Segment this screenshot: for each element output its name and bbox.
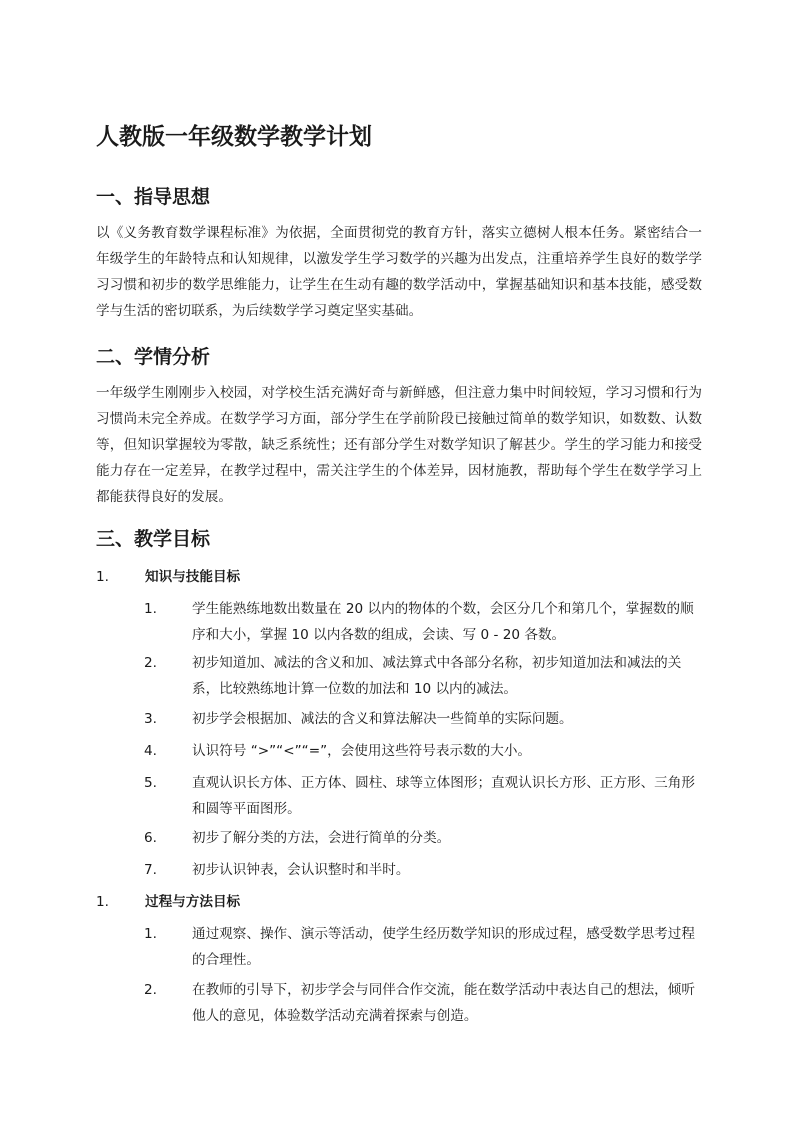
list-number: 6.: [144, 830, 157, 846]
list-number: 2.: [144, 655, 157, 671]
list-item-text: 通过观察、操作、演示等活动，使学生经历数学知识的形成过程，感受数学思考过程的合理性。: [192, 926, 695, 968]
section-heading-student-analysis: 二、学情分析: [96, 346, 211, 368]
list-number: 1.: [96, 894, 109, 910]
section-paragraph-guiding-ideology: 以《义务教育数学课程标准》为依据，全面贯彻党的教育方针，落实立德树人根本任务。紧密结合一年级学生的年龄特点和认知规律，以激发学生学习数学的兴趣为出发点，注重培养学生良好的数学学习习惯和初步的数学思维能力，让学生在生动有趣的数学活动中，掌握基础知识和基本技能，感受数学与生活的密切联系，为后续数学学习奠定坚实基础。: [96, 225, 702, 319]
list-item-text: 初步了解分类的方法，会进行简单的分类。: [192, 830, 451, 846]
list-item-text: 初步认识钟表，会认识整时和半时。: [192, 862, 410, 878]
list-item-text: 初步知道加、减法的含义和加、减法算式中各部分名称，初步知道加法和减法的关系，比较熟练地计算一位数的加法和 10 以内的减法。: [192, 655, 682, 697]
list-number: 3.: [144, 711, 157, 727]
list-item-text: 直观认识长方体、正方体、圆柱、球等立体图形；直观认识长方形、正方形、三角形和圆等平面图形。: [192, 775, 695, 817]
list-number: 4.: [144, 743, 157, 759]
section-heading-guiding-ideology: 一、指导思想: [96, 186, 211, 208]
section-paragraph-student-analysis: 一年级学生刚刚步入校园，对学校生活充满好奇与新鲜感，但注意力集中时间较短，学习习惯和行为习惯尚未完全养成。在数学学习方面，部分学生在学前阶段已接触过简单的数学知识，如数数、认数等，但知识掌握较为零散，缺乏系统性；还有部分学生对数学知识了解甚少。学生的学习能力和接受能力存在一定差异，在教学过程中，需关注学生的个体差异，因材施教，帮助每个学生在数学学习上都能获得良好的发展。: [96, 385, 702, 505]
list-number: 1.: [96, 569, 109, 585]
list-number: 1.: [144, 601, 157, 617]
section-heading-teaching-goals: 三、教学目标: [96, 528, 211, 550]
goal-group-label: 过程与方法目标: [145, 894, 241, 910]
list-number: 5.: [144, 775, 157, 791]
document-title: 人教版一年级数学教学计划: [96, 124, 372, 150]
list-item-text: 初步学会根据加、减法的含义和算法解决一些简单的实际问题。: [192, 711, 573, 727]
goal-group-label: 知识与技能目标: [145, 569, 241, 585]
list-item-text: 在教师的引导下，初步学会与同伴合作交流，能在数学活动中表达自己的想法，倾听他人的意见，体验数学活动充满着探索与创造。: [192, 982, 695, 1024]
list-item-text: 学生能熟练地数出数量在 20 以内的物体的个数，会区分几个和第几个，掌握数的顺序和大小，掌握 10 以内各数的组成，会读、写 0 - 20 各数。: [192, 601, 694, 643]
list-number: 7.: [144, 862, 157, 878]
list-number: 2.: [144, 982, 157, 998]
list-item-text: 认识符号 “>”“<”“=”，会使用这些符号表示数的大小。: [192, 743, 532, 759]
list-number: 1.: [144, 926, 157, 942]
